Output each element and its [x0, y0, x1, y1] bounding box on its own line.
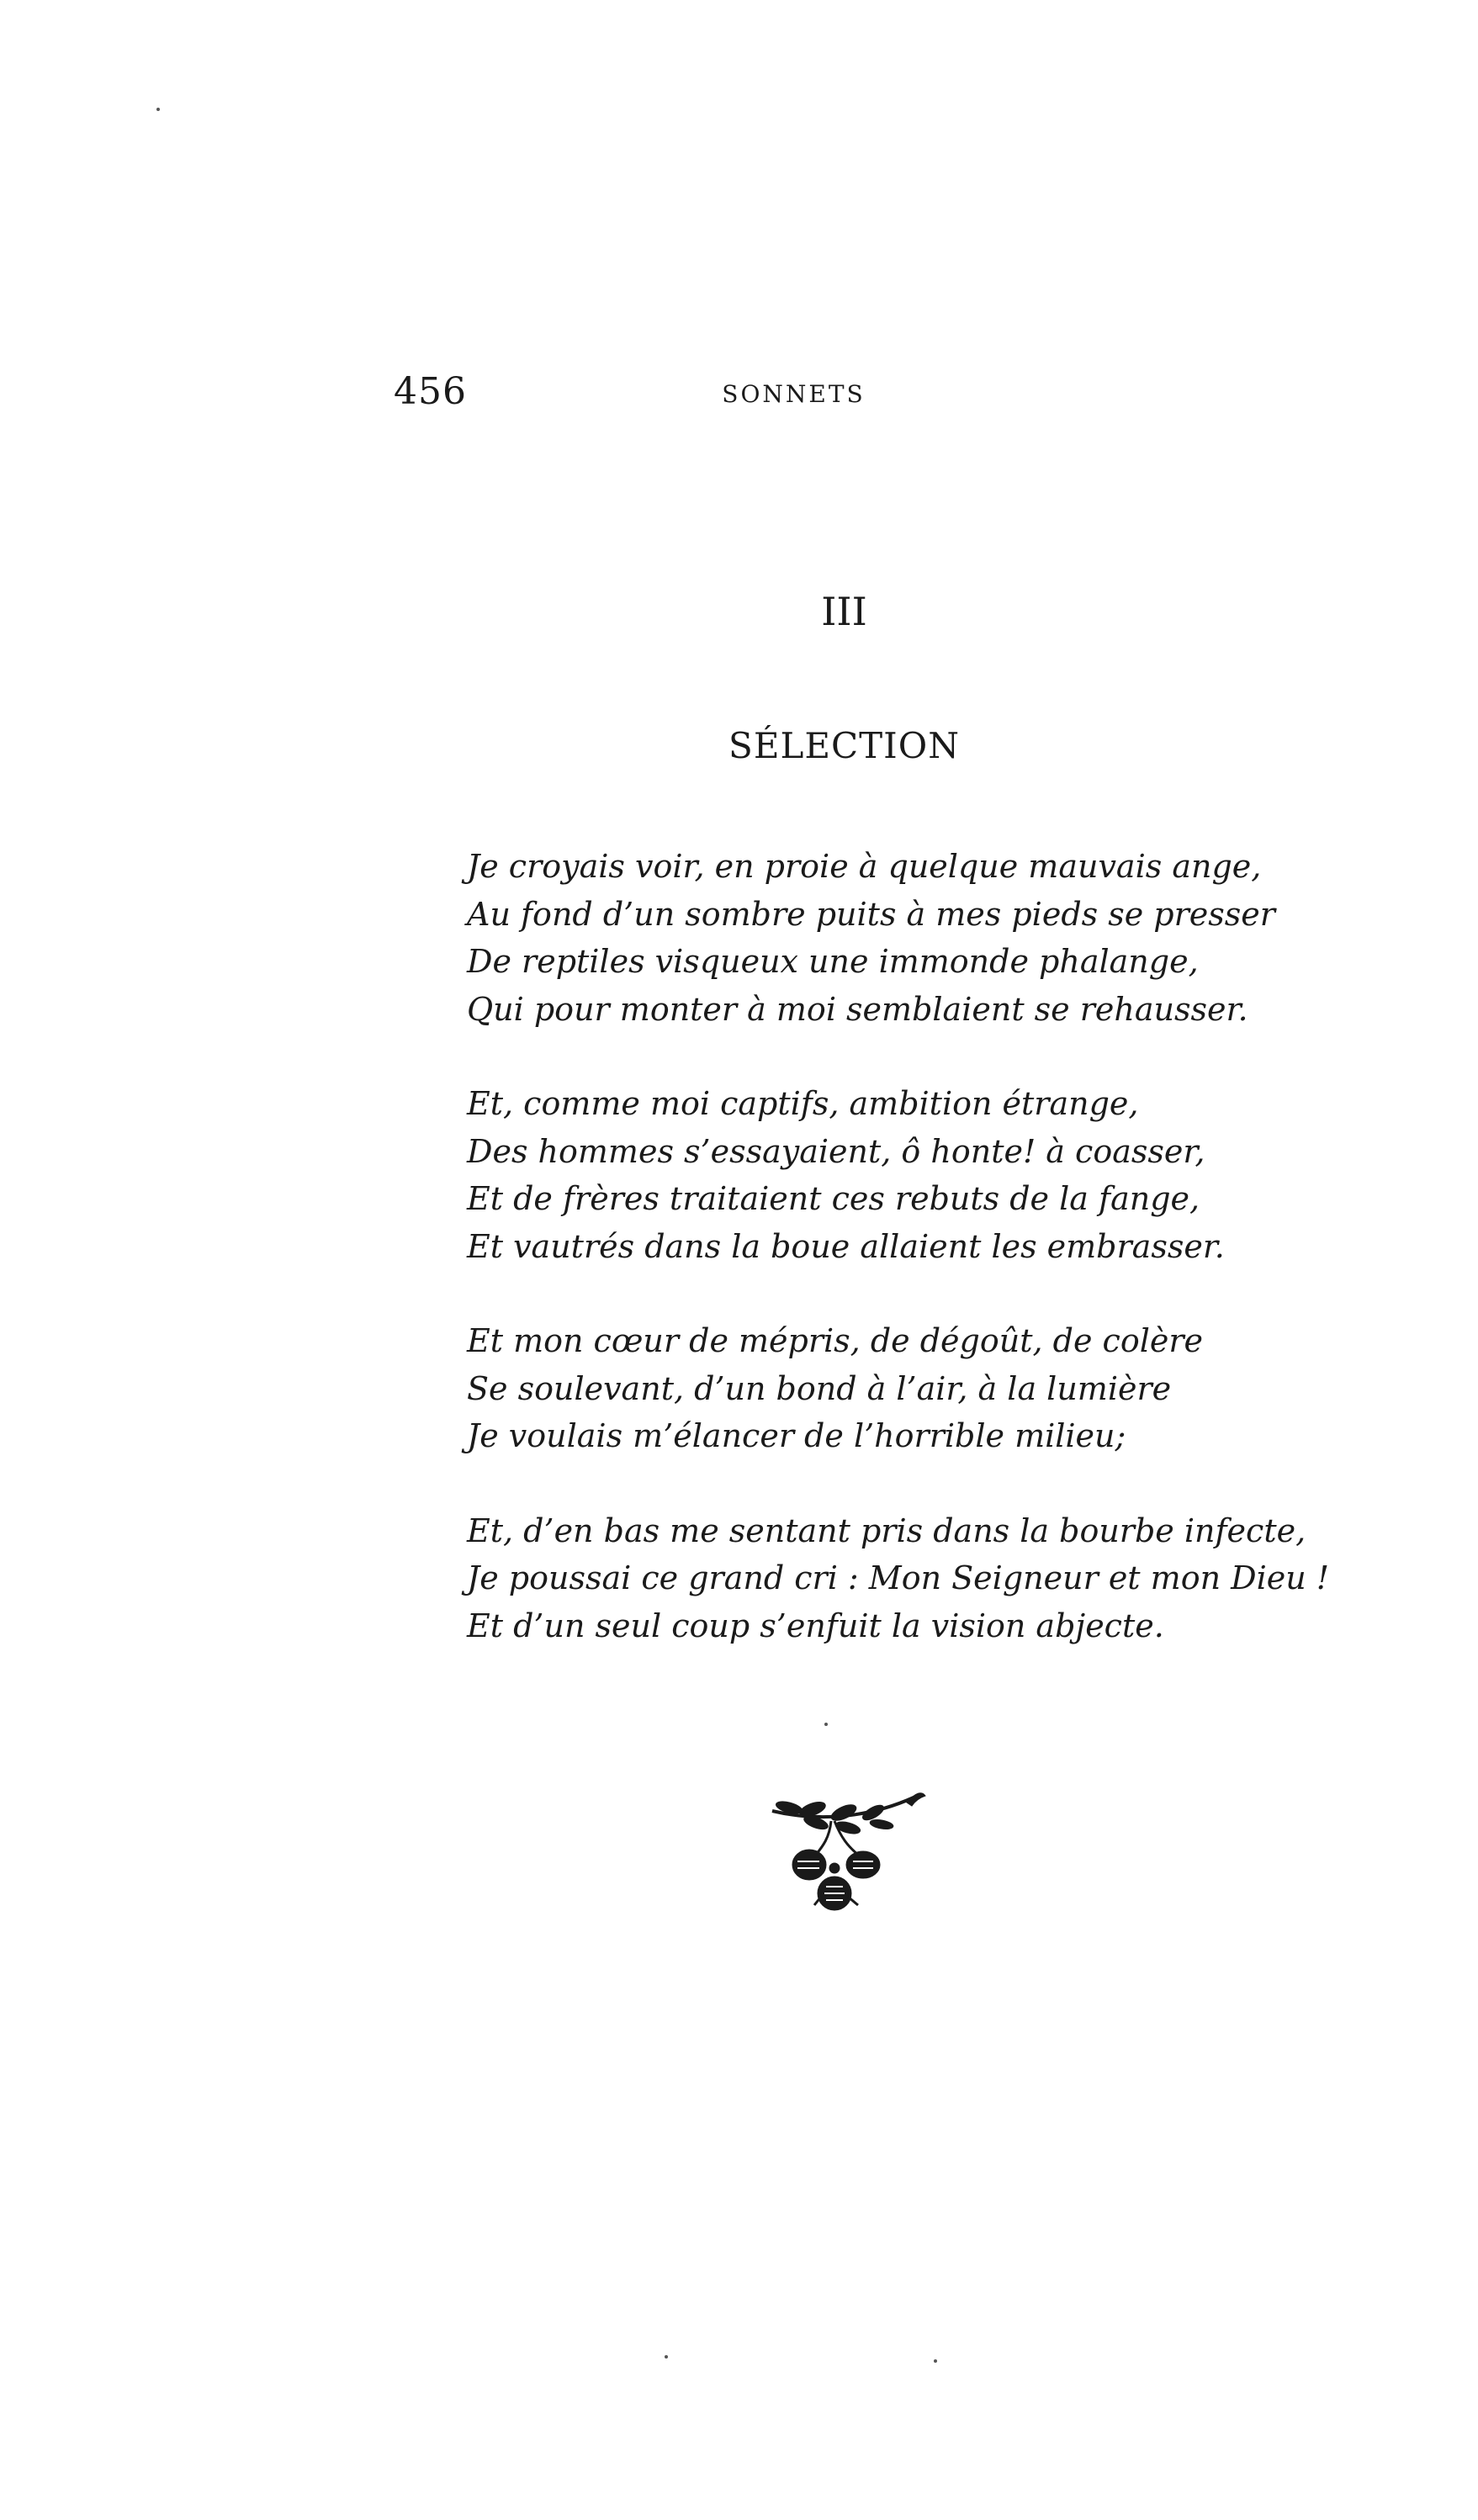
verse: De reptiles visqueux une immonde phalange, [467, 943, 1199, 980]
speck [934, 2359, 937, 2363]
poem-title: SÉLECTION [728, 725, 960, 766]
verse: Je poussai ce grand cri : Mon Seigneur et mon Dieu ! [467, 1559, 1330, 1596]
speck [665, 2355, 668, 2359]
speck [156, 108, 160, 111]
poem-body [467, 843, 1329, 1697]
verse: Je croyais voir, en proie à quelque mauvais ange, [467, 848, 1262, 885]
speck [824, 1723, 828, 1726]
verse: Je voulais m’élancer de l’horrible milieu; [467, 1417, 1126, 1454]
verse: Et d’un seul coup s’enfuit la vision abjecte. [467, 1607, 1164, 1644]
verse: Et, d’en bas me sentant pris dans la bourbe infecte, [467, 1511, 1306, 1549]
verse: Et mon cœur de mépris, de dégoût, de colère [467, 1322, 1204, 1359]
verse: Des hommes s’essayaient, ô honte! à coasser, [467, 1132, 1205, 1170]
stanza-4 [467, 1507, 1329, 1650]
page-number: 456 [394, 370, 467, 413]
verse: Et vautrés dans la boue allaient les embrasser. [467, 1227, 1225, 1265]
verse: Se soulevant, d’un bond à l’air, à la lumière [467, 1369, 1172, 1407]
floral-ornament-icon [764, 1787, 932, 1914]
stanza-3 [467, 1317, 1329, 1460]
verse: Au fond d’un sombre puits à mes pieds se presser [467, 895, 1275, 933]
stanza-1 [467, 843, 1329, 1033]
verse: Qui pour monter à moi semblaient se rehausser. [467, 990, 1248, 1028]
running-head: SONNETS [722, 380, 866, 408]
verse: Et, comme moi captifs, ambition étrange, [467, 1085, 1139, 1122]
poem-numeral: III [821, 589, 867, 634]
verse: Et de frères traitaient ces rebuts de la fange, [467, 1180, 1200, 1217]
stanza-2 [467, 1080, 1329, 1270]
